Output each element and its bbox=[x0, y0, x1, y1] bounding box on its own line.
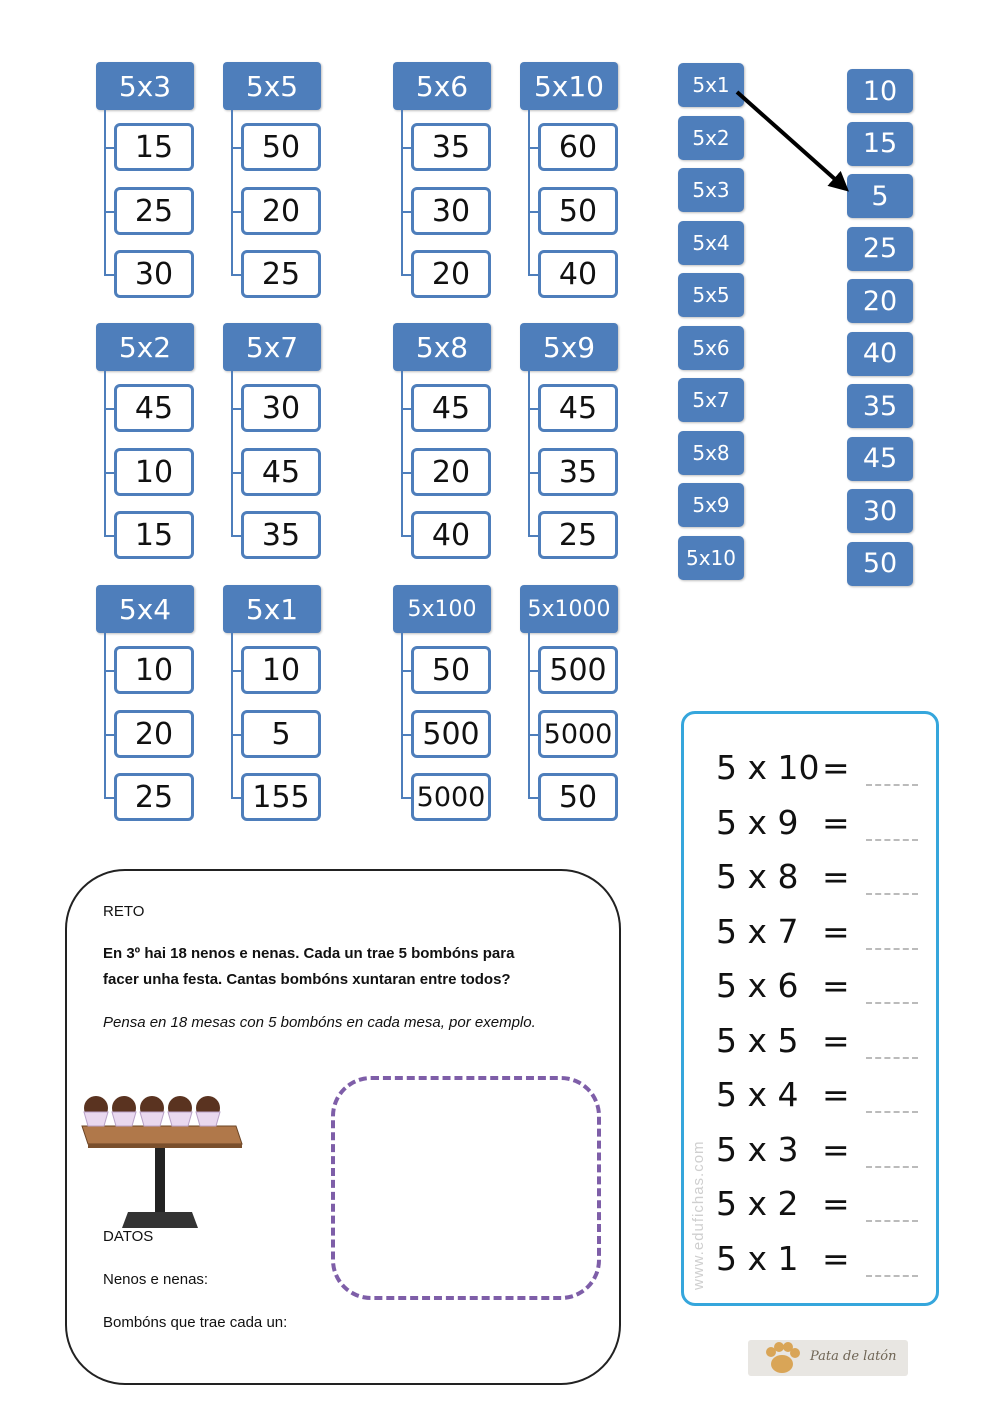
tree-connector bbox=[231, 110, 233, 275]
answer-blank[interactable] bbox=[866, 764, 918, 786]
tree-branch bbox=[401, 472, 411, 474]
answer-option[interactable]: 30 bbox=[114, 250, 194, 298]
tree-connector bbox=[231, 371, 233, 536]
tree-header: 5x7 bbox=[223, 323, 321, 371]
tree-branch bbox=[528, 211, 538, 213]
answer-option[interactable]: 45 bbox=[411, 384, 491, 432]
answer-option[interactable]: 500 bbox=[538, 646, 618, 694]
answer-drawing-area[interactable] bbox=[331, 1076, 601, 1300]
answer-option[interactable]: 60 bbox=[538, 123, 618, 171]
tree-branch bbox=[104, 408, 114, 410]
match-left-item[interactable]: 5x5 bbox=[678, 273, 744, 317]
match-left-item[interactable]: 5x4 bbox=[678, 221, 744, 265]
answer-option[interactable]: 25 bbox=[114, 773, 194, 821]
answer-option[interactable]: 20 bbox=[411, 250, 491, 298]
answer-option[interactable]: 45 bbox=[114, 384, 194, 432]
answer-blank[interactable] bbox=[866, 928, 918, 950]
answer-option[interactable]: 35 bbox=[411, 123, 491, 171]
answer-option[interactable]: 30 bbox=[411, 187, 491, 235]
equals-sign: = bbox=[822, 1129, 850, 1169]
tree-5x1 bbox=[223, 585, 353, 855]
tree-branch bbox=[528, 472, 538, 474]
tree-branch bbox=[401, 211, 411, 213]
watermark: www.edufichas.com bbox=[690, 1140, 707, 1290]
tree-connector bbox=[231, 633, 233, 798]
tree-branch bbox=[528, 670, 538, 672]
equals-sign: = bbox=[822, 1020, 850, 1060]
tree-branch bbox=[528, 147, 538, 149]
tree-5x4 bbox=[96, 585, 226, 855]
tree-connector bbox=[401, 371, 403, 536]
match-right-item[interactable]: 10 bbox=[847, 69, 913, 113]
tree-branch bbox=[231, 797, 241, 799]
tree-branch bbox=[231, 408, 241, 410]
tree-branch bbox=[104, 211, 114, 213]
tree-connector bbox=[528, 371, 530, 536]
reto-title: RETO bbox=[103, 903, 145, 920]
multiplication-expression: 5 x 4 bbox=[716, 1075, 799, 1114]
tree-branch bbox=[104, 670, 114, 672]
answer-option[interactable]: 45 bbox=[241, 448, 321, 496]
equals-sign: = bbox=[822, 911, 850, 951]
tree-branch bbox=[104, 535, 114, 537]
match-left-item[interactable]: 5x6 bbox=[678, 326, 744, 370]
paw-icon bbox=[762, 1340, 802, 1376]
equals-sign: = bbox=[822, 802, 850, 842]
answer-option[interactable]: 15 bbox=[114, 511, 194, 559]
match-right-item[interactable]: 45 bbox=[847, 437, 913, 481]
tree-branch bbox=[104, 147, 114, 149]
tree-branch bbox=[401, 274, 411, 276]
multiplication-expression: 5 x 6 bbox=[716, 966, 799, 1005]
chocolate-bonbons bbox=[84, 1096, 220, 1126]
answer-option[interactable]: 35 bbox=[241, 511, 321, 559]
tree-branch bbox=[104, 797, 114, 799]
answer-option[interactable]: 50 bbox=[538, 187, 618, 235]
tree-branch bbox=[401, 535, 411, 537]
tree-header: 5x3 bbox=[96, 62, 194, 110]
tree-5x6 bbox=[393, 62, 523, 332]
multiplication-expression: 5 x 5 bbox=[716, 1020, 799, 1060]
answer-blank[interactable] bbox=[866, 1091, 918, 1113]
multiplication-expression: 5 x 3 bbox=[716, 1129, 799, 1169]
answer-blank[interactable] bbox=[866, 1200, 918, 1222]
tree-5x9 bbox=[520, 323, 650, 593]
equals-sign: = bbox=[822, 857, 850, 896]
tree-5x8 bbox=[393, 323, 523, 593]
multiplication-expression: 5 x 7 bbox=[716, 911, 799, 951]
tree-branch bbox=[401, 797, 411, 799]
answer-option[interactable]: 50 bbox=[241, 123, 321, 171]
answer-blank[interactable] bbox=[866, 982, 918, 1004]
answer-option[interactable]: 500 bbox=[411, 710, 491, 758]
tree-branch bbox=[231, 211, 241, 213]
match-right-item[interactable]: 50 bbox=[847, 542, 913, 586]
answer-blank[interactable] bbox=[866, 1255, 918, 1277]
logo-text: Pata de latón bbox=[810, 1349, 897, 1364]
tree-header: 5x4 bbox=[96, 585, 194, 633]
tree-branch bbox=[401, 147, 411, 149]
match-left-item[interactable]: 5x1 bbox=[678, 63, 744, 107]
tree-branch bbox=[528, 734, 538, 736]
tree-branch bbox=[401, 408, 411, 410]
answer-option[interactable]: 20 bbox=[114, 710, 194, 758]
tree-5x10 bbox=[520, 62, 650, 332]
tree-branch bbox=[528, 274, 538, 276]
tree-branch bbox=[231, 535, 241, 537]
match-left-item[interactable]: 5x10 bbox=[678, 536, 744, 580]
answer-option[interactable]: 20 bbox=[411, 448, 491, 496]
tree-branch bbox=[104, 734, 114, 736]
answer-option[interactable]: 5 bbox=[241, 710, 321, 758]
tree-branch bbox=[528, 408, 538, 410]
tree-connector bbox=[104, 633, 106, 798]
equals-sign: = bbox=[822, 1075, 850, 1114]
answer-blank[interactable] bbox=[866, 819, 918, 841]
tree-branch bbox=[231, 274, 241, 276]
tree-header: 5x2 bbox=[96, 323, 194, 371]
multiplication-expression: 5 x 8 bbox=[716, 857, 799, 896]
answer-option[interactable]: 35 bbox=[538, 448, 618, 496]
tree-connector bbox=[528, 110, 530, 275]
tree-header: 5x6 bbox=[393, 62, 491, 110]
tree-5x5 bbox=[223, 62, 353, 332]
tree-5x7 bbox=[223, 323, 353, 593]
tree-branch bbox=[231, 472, 241, 474]
tree-header: 5x1 bbox=[223, 585, 321, 633]
tree-connector bbox=[104, 110, 106, 275]
answer-option[interactable]: 10 bbox=[241, 646, 321, 694]
datos-label: DATOS bbox=[103, 1228, 154, 1245]
answer-option[interactable]: 50 bbox=[538, 773, 618, 821]
tree-header: 5x8 bbox=[393, 323, 491, 371]
tree-header: 5x9 bbox=[520, 323, 618, 371]
answer-option[interactable]: 5000 bbox=[411, 773, 491, 821]
tree-5x3 bbox=[96, 62, 226, 332]
answer-blank[interactable] bbox=[866, 1037, 918, 1059]
reto-question-line2: facer unha festa. Cantas bombóns xuntaran entre todos? bbox=[103, 971, 511, 988]
tree-branch bbox=[104, 274, 114, 276]
tree-branch bbox=[528, 535, 538, 537]
tree-header: 5x1000 bbox=[520, 585, 618, 633]
tree-connector bbox=[401, 633, 403, 798]
tree-5x1000 bbox=[520, 585, 650, 855]
match-right-item[interactable]: 5 bbox=[847, 174, 913, 218]
equals-sign: = bbox=[822, 1184, 850, 1223]
match-right-item[interactable]: 35 bbox=[847, 384, 913, 428]
answer-option[interactable]: 155 bbox=[241, 773, 321, 821]
match-right-item[interactable]: 25 bbox=[847, 227, 913, 271]
answer-option[interactable]: 25 bbox=[241, 250, 321, 298]
tree-connector bbox=[528, 633, 530, 798]
bombons-label: Bombóns que trae cada un: bbox=[103, 1314, 288, 1331]
match-right-item[interactable]: 20 bbox=[847, 279, 913, 323]
equals-sign: = bbox=[822, 1238, 850, 1278]
tree-5x100 bbox=[393, 585, 523, 855]
multiplication-expression: 5 x 10 bbox=[716, 748, 820, 787]
answer-option[interactable]: 10 bbox=[114, 448, 194, 496]
answer-option[interactable]: 25 bbox=[538, 511, 618, 559]
answer-option[interactable]: 5000 bbox=[538, 710, 618, 758]
tree-connector bbox=[401, 110, 403, 275]
answer-option[interactable]: 25 bbox=[114, 187, 194, 235]
tree-header: 5x5 bbox=[223, 62, 321, 110]
answer-option[interactable]: 30 bbox=[241, 384, 321, 432]
tree-header: 5x100 bbox=[393, 585, 491, 633]
multiplication-expression: 5 x 9 bbox=[716, 802, 799, 842]
multiplication-expression: 5 x 1 bbox=[716, 1238, 799, 1278]
tree-header: 5x10 bbox=[520, 62, 618, 110]
answer-option[interactable]: 40 bbox=[411, 511, 491, 559]
equals-sign: = bbox=[822, 748, 850, 787]
match-left-item[interactable]: 5x2 bbox=[678, 116, 744, 160]
tree-connector bbox=[104, 371, 106, 536]
table-with-chocolates-illustration bbox=[78, 1090, 246, 1232]
answer-option[interactable]: 10 bbox=[114, 646, 194, 694]
equals-sign: = bbox=[822, 966, 850, 1005]
reto-hint: Pensa en 18 mesas con 5 bombóns en cada mesa, por exemplo. bbox=[103, 1014, 536, 1031]
tree-branch bbox=[231, 147, 241, 149]
nenos-label: Nenos e nenas: bbox=[103, 1271, 209, 1288]
answer-option[interactable]: 45 bbox=[538, 384, 618, 432]
multiplication-expression: 5 x 2 bbox=[716, 1184, 799, 1223]
tree-branch bbox=[528, 797, 538, 799]
answer-option[interactable]: 20 bbox=[241, 187, 321, 235]
answer-option[interactable]: 50 bbox=[411, 646, 491, 694]
match-right-item[interactable]: 30 bbox=[847, 489, 913, 533]
logo bbox=[748, 1340, 908, 1376]
reto-question-line1: En 3º hai 18 nenos e nenas. Cada un trae 5 bombóns para bbox=[103, 945, 515, 962]
match-right-item[interactable]: 15 bbox=[847, 122, 913, 166]
tree-branch bbox=[231, 670, 241, 672]
match-right-item[interactable]: 40 bbox=[847, 332, 913, 376]
answer-option[interactable]: 15 bbox=[114, 123, 194, 171]
match-left-item[interactable]: 5x3 bbox=[678, 168, 744, 212]
match-left-item[interactable]: 5x7 bbox=[678, 378, 744, 422]
answer-option[interactable]: 40 bbox=[538, 250, 618, 298]
tree-branch bbox=[401, 670, 411, 672]
tree-5x2 bbox=[96, 323, 226, 593]
answer-blank[interactable] bbox=[866, 1146, 918, 1168]
tree-branch bbox=[231, 734, 241, 736]
tree-branch bbox=[401, 734, 411, 736]
answer-blank[interactable] bbox=[866, 873, 918, 895]
tree-branch bbox=[104, 472, 114, 474]
match-left-item[interactable]: 5x8 bbox=[678, 431, 744, 475]
match-left-item[interactable]: 5x9 bbox=[678, 483, 744, 527]
